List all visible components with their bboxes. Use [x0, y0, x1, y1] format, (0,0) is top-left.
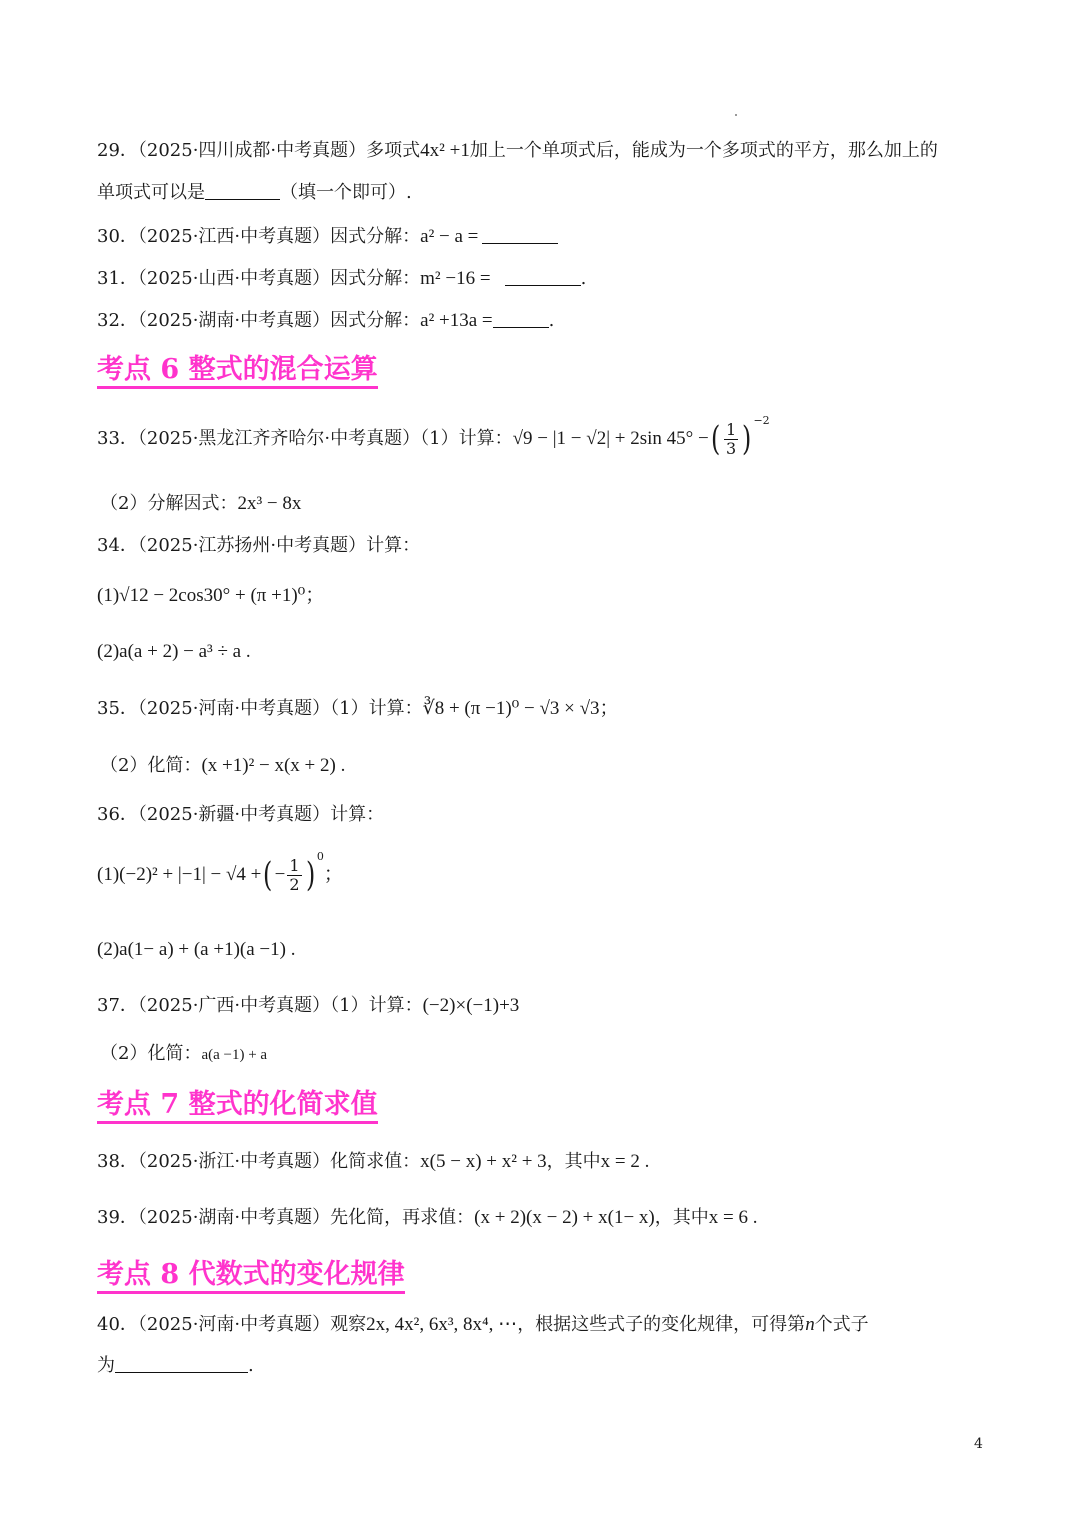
- page-number: 4: [974, 1436, 983, 1452]
- question-40-line2: 为 .: [97, 1355, 254, 1376]
- q37-part2-expression: a(a −1) + a: [201, 1047, 268, 1063]
- q35-expression: ∛8 + (π −1)⁰ − √3 × √3；: [422, 698, 619, 719]
- answer-blank[interactable]: [205, 199, 280, 200]
- q37-expression: (−2)×(−1)+3: [422, 995, 520, 1016]
- fraction: $\frac{1}{2}$: [289, 856, 300, 894]
- question-32: 32．（2025·湖南·中考真题）因式分解：a² +13a = .: [97, 310, 555, 331]
- section-heading-6: 考点 6 整式的混合运算: [97, 356, 378, 389]
- question-36-part2: (2)a(1− a) + (a +1)(a −1) .: [97, 939, 296, 960]
- q31-expression: m² −16 =: [420, 268, 491, 289]
- question-34-part1: (1)√12 − 2cos30° + (π +1)⁰；: [97, 585, 325, 606]
- q38-expression: x(5 − x) + x² + 3: [420, 1151, 547, 1172]
- question-34-part2: (2)a(a + 2) − a³ ÷ a .: [97, 641, 251, 662]
- question-36-part1: (1)(−2)² + |−1| − √4 +( − $\frac{1}{2}$ ) $^0$；: [97, 850, 343, 896]
- q40-expression: 2x, 4x², 6x³, 8x⁴, ⋯: [366, 1314, 518, 1335]
- question-29: 29．（2025·四川成都·中考真题）多项式4x² +1加上一个单项式后，能成为一个多项式的平方，那么加上的: [97, 140, 938, 161]
- q35-part2-expression: (x +1)² − x(x + 2) .: [201, 755, 346, 776]
- answer-blank[interactable]: [482, 243, 558, 244]
- section-heading-8: 考点 8 代数式的变化规律: [97, 1261, 405, 1294]
- answer-blank[interactable]: [505, 285, 581, 286]
- scan-speck: [735, 114, 737, 116]
- q30-expression: a² − a =: [420, 226, 479, 247]
- question-38: 38．（2025·浙江·中考真题）化简求值：x(5 − x) + x² + 3，其中x = 2 .: [97, 1151, 650, 1172]
- question-35-part2: （2）化简：(x +1)² − x(x + 2) .: [100, 755, 346, 776]
- question-40: 40．（2025·河南·中考真题）观察2x, 4x², 6x³, 8x⁴, ⋯，根据这些式子的变化规律，可得第n个式子: [97, 1314, 869, 1335]
- question-35: 35．（2025·河南·中考真题）（1）计算：∛8 + (π −1)⁰ − √3 × √3；: [97, 698, 619, 719]
- q32-expression: a² +13a =: [420, 310, 493, 331]
- question-33: 33．（2025·黑龙江齐齐哈尔·中考真题）（1）计算：√9 − |1 − √2| + 2sin 45° −( $\frac{1}{3}$ ) $^{-2}$: [97, 414, 770, 460]
- answer-blank[interactable]: [115, 1372, 248, 1373]
- question-33-part2: （2）分解因式：2x³ − 8x: [100, 493, 302, 514]
- q39-expression: (x + 2)(x − 2) + x(1− x): [474, 1207, 655, 1228]
- question-29-line2: 单项式可以是 （填一个即可）.: [97, 182, 412, 203]
- question-36: 36．（2025·新疆·中考真题）计算：: [97, 804, 385, 825]
- question-31: 31．（2025·山西·中考真题）因式分解：m² −16 = .: [97, 268, 587, 289]
- q33-expression: √9 − |1 − √2| + 2sin 45° −: [512, 428, 709, 450]
- question-30: 30．（2025·江西·中考真题）因式分解：a² − a =: [97, 227, 558, 246]
- question-39: 39．（2025·湖南·中考真题）先化简，再求值：(x + 2)(x − 2) + x(1− x)，其中x = 6 .: [97, 1207, 758, 1228]
- section-heading-7: 考点 7 整式的化简求值: [97, 1091, 378, 1124]
- q29-expression: 4x² +1: [420, 140, 470, 161]
- q33-part2-expression: 2x³ − 8x: [237, 493, 302, 514]
- question-34: 34．（2025·江苏扬州·中考真题）计算：: [97, 535, 421, 556]
- question-37: 37．（2025·广西·中考真题）（1）计算：(−2)×(−1)+3: [97, 995, 520, 1016]
- answer-blank[interactable]: [493, 327, 549, 328]
- question-37-part2: （2）化简：a(a −1) + a: [100, 1043, 268, 1064]
- fraction: $\frac{1}{3}$: [725, 420, 737, 458]
